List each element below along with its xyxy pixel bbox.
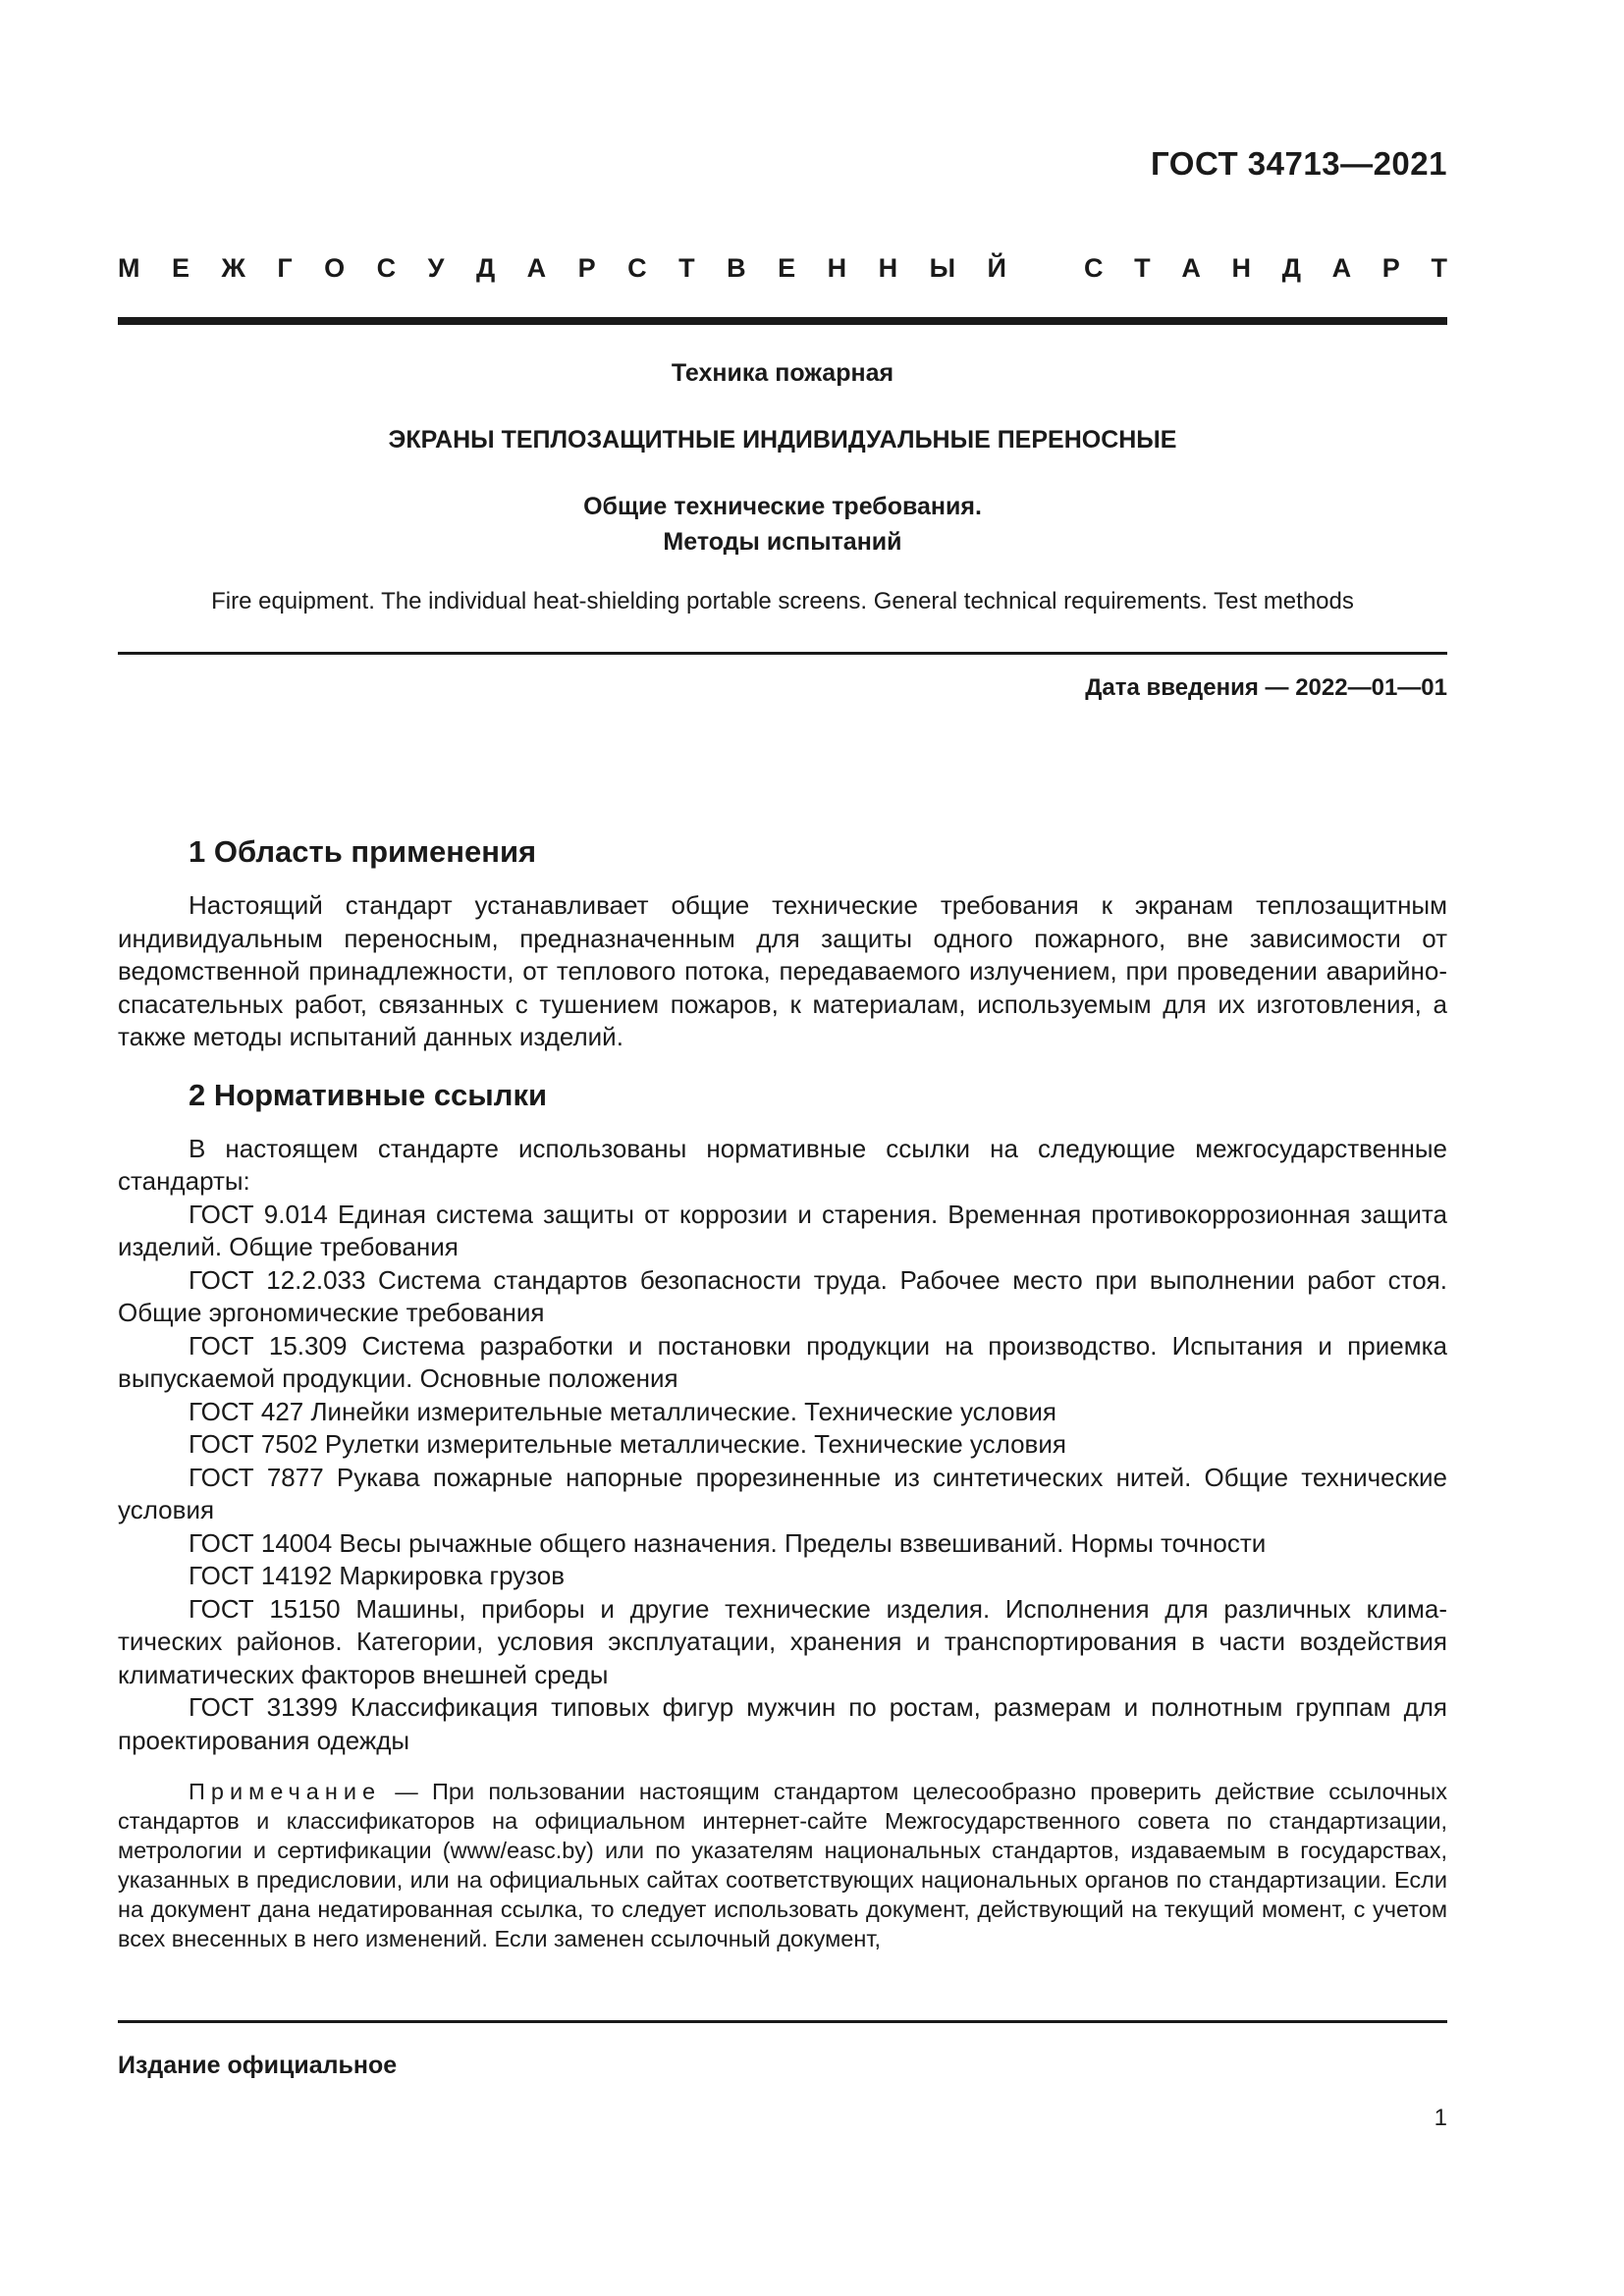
references-intro: В настоящем стандарте использованы нормативные ссылки на следующие межгосударственные стандарты: [118,1133,1447,1196]
section-heading-references: 2 Нормативные ссылки [189,1077,548,1112]
reference-item: ГОСТ 7877 Рукава пожарные напорные прорезиненные из синтетических нитей. Общие технические условия [118,1462,1447,1524]
banner-letter: Ж [221,253,245,283]
reference-item: ГОСТ 427 Линейки измерительные металлические. Технические условия [189,1396,1056,1426]
reference-item: ГОСТ 7502 Рулетки измерительные металлические. Технические условия [189,1429,1066,1459]
banner-letter: С [1084,253,1104,283]
banner-letter: О [324,253,346,283]
banner-letter: Д [475,253,496,283]
banner-letter: А [1181,253,1201,283]
page-number: 1 [1434,2105,1447,2131]
banner-letter: Н [878,253,898,283]
banner-letter: Й [987,253,1006,283]
scope-paragraph: Настоящий стандарт устанавливает общие технические требования к экранам теплозащитным индивидуальным переносным, предназначенным для защиты одного пожарного, вне зависимости от ведомственной принадлежности, от теплового потока, передаваемого излучением, при проведении аварийно-спасательных работ, связанных с тушением пожаров, к материалам, используемым для их изготовления, а также методы испытаний данных изделий. [118,890,1447,1051]
reference-item: ГОСТ 14192 Маркировка грузов [189,1561,566,1590]
banner-letter: В [727,253,746,283]
document-body [118,832,1447,1953]
subtitle-line: Методы испытаний [663,528,902,556]
note-label: Примечание [189,1779,382,1804]
banner-letter: А [526,253,547,283]
banner-letter: Р [577,253,596,283]
banner-letter: А [1331,253,1352,283]
document-title: ЭКРАНЫ ТЕПЛОЗАЩИТНЫЕ ИНДИВИДУАЛЬНЫЕ ПЕРЕНОСНЫЕ [388,426,1177,454]
introduction-date: Дата введения — 2022—01—01 [1085,674,1447,701]
banner-letter: М [118,253,140,283]
section-heading-scope: 1 Область применения [189,834,537,869]
standard-kind: Техника пожарная [671,359,894,387]
header-divider [118,317,1447,325]
banner-letter: Т [678,253,695,283]
note-paragraph [118,1777,1447,1953]
title-block [118,355,1447,618]
banner-letter: С [376,253,397,283]
title-divider [118,652,1447,655]
reference-item: ГОСТ 31399 Классификация типовых фигур мужчин по ростам, размерам и полнотным группам для проектирования одежды [118,1692,1447,1755]
banner-letter: Ы [929,253,956,283]
banner-letter: Н [827,253,847,283]
banner-letter: Г [277,253,293,283]
reference-item: ГОСТ 12.2.033 Система стандартов безопасности труда. Рабочее место при выполнении работ стоя. Общие эргономические требования [118,1264,1447,1327]
banner-letter: Д [1281,253,1301,283]
banner-letter: С [627,253,647,283]
reference-item: ГОСТ 9.014 Единая система защиты от коррозии и старения. Временная противокоррозионная защита изделий. Общие требования [118,1199,1447,1261]
footer-divider [118,2020,1447,2023]
document-page [118,0,1447,2296]
banner-letter: Е [171,253,189,283]
english-title: Fire equipment. The individual heat-shielding portable screens. General technical requirements. Test methods [211,588,1354,614]
banner-letter: Р [1381,253,1400,283]
reference-item: ГОСТ 14004 Весы рычажные общего назначения. Пределы взвешиваний. Нормы точности [189,1527,1267,1558]
banner-letter: Т [1134,253,1151,283]
official-edition-label: Издание официальное [118,2052,398,2079]
banner-letter: Е [778,253,796,283]
document-subtitle [118,489,1447,560]
banner-letter: У [427,253,445,283]
note-text: — При пользовании настоящим стандартом целесообразно проверить действие ссылочных стандартов и классификаторов на официальном интернет-сайте Межгосударственного совета по стандартизации, метрологии и сертификации (www/easc.by) или по указателям национальных стандартов, издаваемым в государствах, указанных в предисловии, или на официальных сайтах соответствующих национальных органов по стандартизации. Если на документ дана недатированная ссылка, то следует использовать документ, действующий на текущий момент, с учетом всех внесенных в него изменений. Если заменен ссылочный документ, [118,1779,1448,1951]
reference-item: ГОСТ 15.309 Система разработки и постановки продукции на производство. Испытания и приемка выпускаемой продукции. Основные положения [118,1330,1447,1393]
document-number: ГОСТ 34713—2021 [1151,145,1447,182]
reference-item: ГОСТ 15150 Машины, приборы и другие технические изделия. Исполнения для различных климатических районов. Категории, условия эксплуатации, хранения и транспортирования в части воздействия климатических факторов внешней среды [118,1593,1447,1689]
banner-letter: Н [1231,253,1252,283]
banner-word-interstate [118,253,1006,284]
banner-word-standard [1084,253,1447,284]
subtitle-line: Общие технические требования. [583,493,982,520]
banner-letter: Т [1431,253,1447,283]
standard-type-banner [118,253,1447,284]
